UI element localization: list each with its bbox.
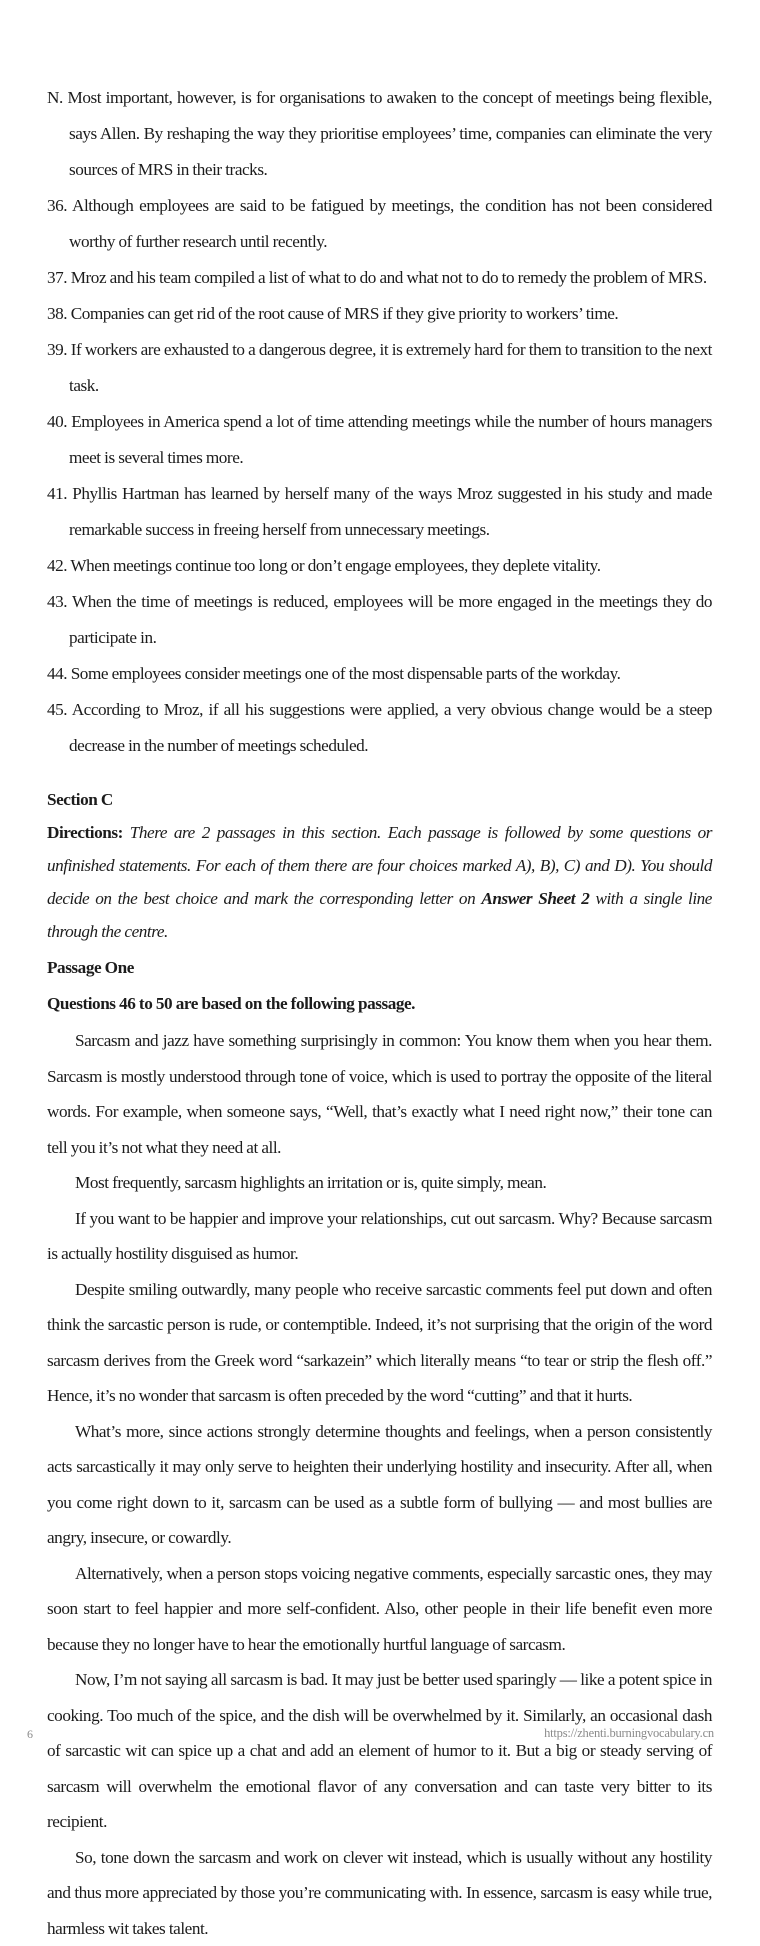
statement-text: Although employees are said to be fatigued by meetings, the condition has not been considered worthy of further research until recently. [69, 196, 712, 251]
passage-paragraph: What’s more, since actions strongly determine thoughts and feelings, when a person consistently acts sarcastically it may only serve to heighten their underlying hostility and insecurity. After all, when you come right down to it, sarcasm can be used as a subtle form of bullying — and most bullies are angry, insecure, or cowardly. [47, 1414, 712, 1556]
statement-text: Most important, however, is for organisations to awaken to the concept of meetings being flexible, says Allen. By reshaping the way they prioritise employees’ time, companies can eliminate the very sources of MRS in their tracks. [67, 88, 712, 179]
statement-number: 45. [47, 700, 67, 719]
statement-number: 39. [47, 340, 67, 359]
statement-list [47, 80, 712, 764]
statement-number: 38. [47, 304, 67, 323]
statement-text: Phyllis Hartman has learned by herself many of the ways Mroz suggested in his study and made remarkable success in freeing herself from unnecessary meetings. [69, 484, 712, 539]
page-number: 6 [27, 1727, 33, 1742]
footer-url: https://zhenti.burningvocabulary.cn [544, 1726, 714, 1741]
statement-text: Some employees consider meetings one of the most dispensable parts of the workday. [71, 664, 621, 683]
statement-item [47, 548, 712, 584]
statement-text: When meetings continue too long or don’t engage employees, they deplete vitality. [70, 556, 600, 575]
statement-item [47, 188, 712, 260]
answer-sheet-label: Answer Sheet 2 [481, 889, 589, 908]
statement-item [47, 692, 712, 764]
statement-item [47, 404, 712, 476]
statement-item [47, 80, 712, 188]
passage-paragraph: Most frequently, sarcasm highlights an irritation or is, quite simply, mean. [47, 1165, 712, 1201]
exam-page [47, 80, 712, 1946]
statement-text: According to Mroz, if all his suggestions were applied, a very obvious change would be a steep decrease in the number of meetings scheduled. [69, 700, 712, 755]
statement-item [47, 476, 712, 548]
passage-paragraph: So, tone down the sarcasm and work on clever wit instead, which is usually without any hostility and thus more appreciated by those you’re communicating with. In essence, sarcasm is easy while true, harmless wit takes talent. [47, 1840, 712, 1946]
statement-number: 42. [47, 556, 67, 575]
statement-number: 43. [47, 592, 67, 611]
statement-number: 36. [47, 196, 67, 215]
passage-paragraph: Despite smiling outwardly, many people who receive sarcastic comments feel put down and often think the sarcastic person is rude, or contemptible. Indeed, it’s not surprising that the origin of the word sarcasm derives from the Greek word “sarkazein” which literally means “to tear or strip the flesh off.” Hence, it’s no wonder that sarcasm is often preceded by the word “cutting” and that it hurts. [47, 1272, 712, 1414]
statement-item [47, 332, 712, 404]
passage-paragraph: If you want to be happier and improve your relationships, cut out sarcasm. Why? Because sarcasm is actually hostility disguised as humor. [47, 1201, 712, 1272]
statement-text: Employees in America spend a lot of time attending meetings while the number of hours managers meet is several times more. [69, 412, 712, 467]
directions-text: There are 2 passages in this section. Each passage is followed by some questions or unfinished statements. For each of them there are four choices marked A), B), C) and D). You should decide on the best choice and mark the corresponding letter on [47, 823, 712, 908]
statement-item [47, 260, 712, 296]
statement-item [47, 296, 712, 332]
statement-number: N. [47, 88, 63, 107]
statement-item [47, 584, 712, 656]
directions-label: Directions: [47, 823, 123, 842]
statement-number: 37. [47, 268, 67, 287]
section-directions [47, 816, 712, 948]
statement-text: Mroz and his team compiled a list of what to do and what not to do to remedy the problem of MRS. [71, 268, 707, 287]
passage-title: Passage One [47, 951, 712, 984]
passage-paragraph: Alternatively, when a person stops voicing negative comments, especially sarcastic ones, they may soon start to feel happier and more self-confident. Also, other people in their life benefit even more because they no longer have to hear the emotionally hurtful language of sarcasm. [47, 1556, 712, 1663]
passage-paragraph: Sarcasm and jazz have something surprisingly in common: You know them when you hear them. Sarcasm is mostly understood through tone of voice, which is used to portray the opposite of the literal words. For example, when someone says, “Well, that’s exactly what I need right now,” their tone can tell you it’s not what they need at all. [47, 1023, 712, 1165]
question-range: Questions 46 to 50 are based on the following passage. [47, 987, 712, 1020]
passage-paragraph: Now, I’m not saying all sarcasm is bad. It may just be better used sparingly — like a potent spice in cooking. Too much of the spice, and the dish will be overwhelmed by it. Similarly, an occasional dash of sarcastic wit can spice up a chat and add an element of humor to it. But a big or steady serving of sarcasm will overwhelm the emotional flavor of any conversation and can taste very bitter to its recipient. [47, 1662, 712, 1840]
statement-number: 40. [47, 412, 67, 431]
statement-text: Companies can get rid of the root cause of MRS if they give priority to workers’ time. [71, 304, 619, 323]
statement-text: When the time of meetings is reduced, employees will be more engaged in the meetings they do participate in. [69, 592, 712, 647]
statement-number: 41. [47, 484, 67, 503]
statement-number: 44. [47, 664, 67, 683]
directions-tail: with a single line through the centre. [47, 889, 712, 941]
section-title: Section C [47, 783, 712, 816]
passage-body [47, 1023, 712, 1946]
statement-item [47, 656, 712, 692]
statement-text: If workers are exhausted to a dangerous degree, it is extremely hard for them to transition to the next task. [69, 340, 712, 395]
